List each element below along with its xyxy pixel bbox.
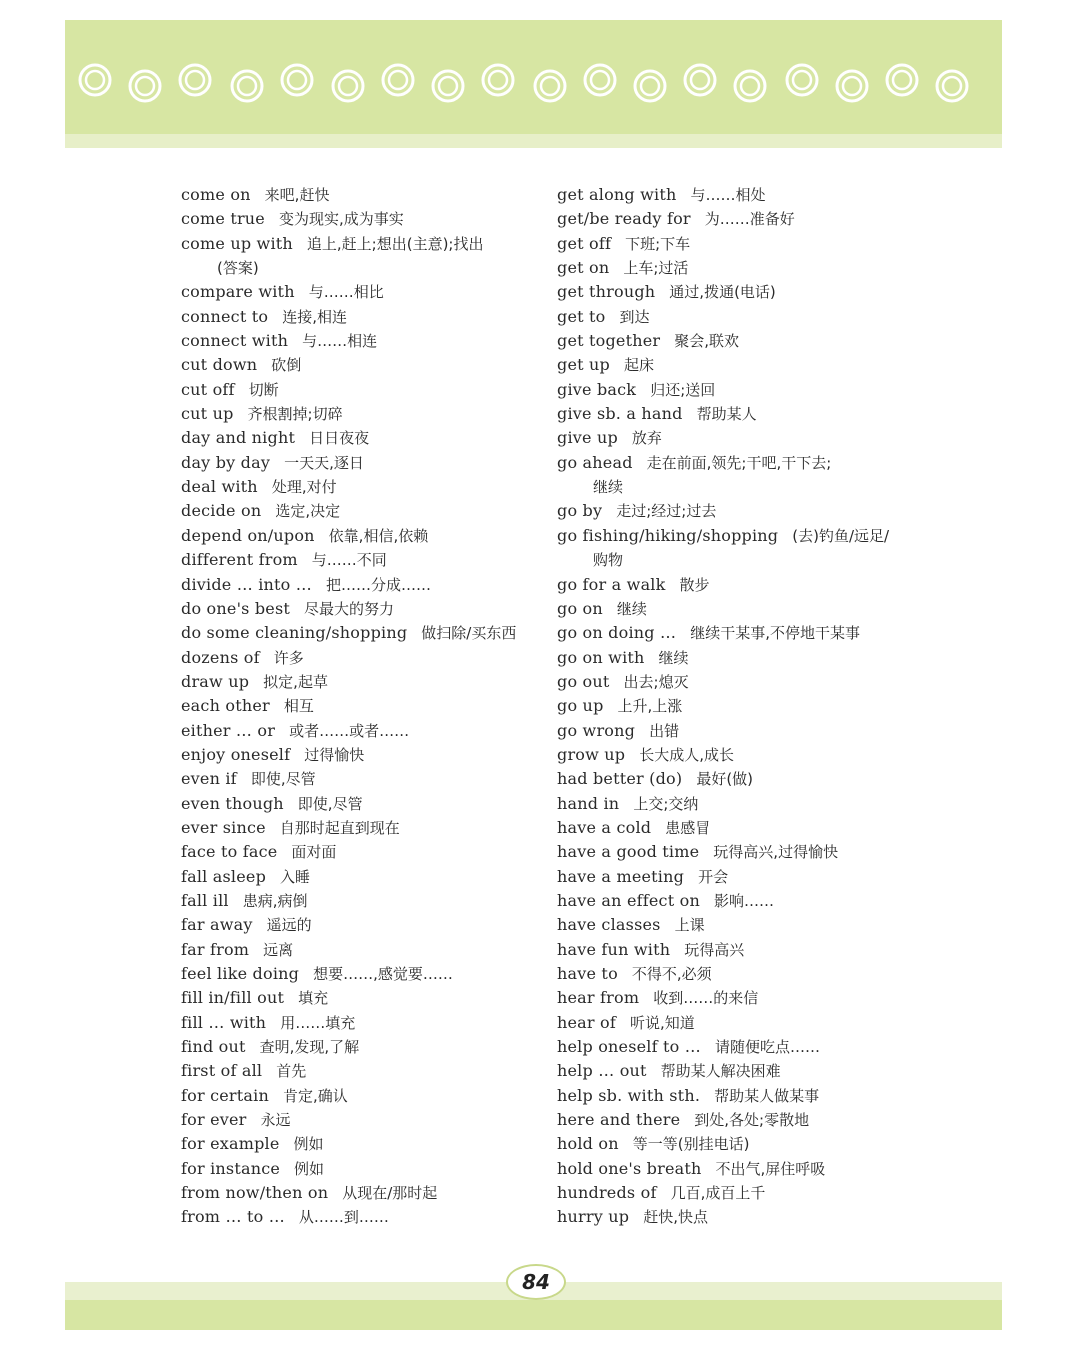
phrase-chinese: 下班;下车 [625, 234, 691, 253]
phrase-chinese: 帮助某人做某事 [714, 1086, 820, 1105]
phrase-chinese: 通过,拨通(电话) [669, 283, 776, 302]
phrase-english: fall ill [181, 890, 229, 910]
phrase-chinese: 自那时起直到现在 [279, 818, 400, 837]
phrase-entry [557, 1108, 917, 1132]
phrase-chinese: 上课 [674, 916, 705, 935]
phrase-chinese: 即使,尽管 [297, 794, 363, 813]
phrase-chinese: 选定,决定 [275, 502, 341, 521]
phrase-chinese: 面对面 [291, 843, 337, 862]
phrase-entry [557, 694, 917, 718]
phrase-english: have a good time [557, 842, 700, 862]
ring-decoration [843, 77, 861, 95]
phrase-english: have a cold [557, 817, 652, 837]
phrase-chinese: 不出气,屏住呼吸 [715, 1159, 826, 1178]
phrase-entry [181, 1157, 541, 1181]
phrase-english: ever since [181, 817, 266, 837]
phrase-english: draw up [181, 671, 250, 691]
phrase-chinese: (答案) [217, 259, 259, 278]
phrase-english: do some cleaning/shopping [181, 623, 408, 643]
phrase-english: have an effect on [557, 890, 700, 910]
phrase-chinese: 不得不,必须 [631, 965, 712, 983]
phrase-chinese: 影响…… [713, 891, 774, 910]
phrase-entry [181, 426, 541, 450]
phrase-chinese: 与……相连 [302, 332, 378, 351]
ring-decoration [339, 77, 357, 95]
ring-decoration [483, 65, 513, 95]
phrase-entry [557, 1035, 917, 1059]
phrase-chinese: 等一等(别挂电话) [632, 1135, 750, 1154]
phrase-english: get up [557, 355, 610, 375]
header-rings-decoration [65, 20, 1002, 148]
ring-decoration [837, 71, 867, 101]
phrase-english: depend on/upon [181, 525, 315, 545]
ring-decoration [186, 71, 204, 89]
phrase-chinese: 继续 [616, 599, 647, 618]
ring-decoration [787, 65, 817, 95]
phrase-english: get to [557, 306, 606, 326]
phrase-english: go wrong [557, 720, 636, 740]
phrase-entry [557, 1157, 917, 1181]
phrase-entry [181, 524, 541, 548]
phrase-chinese: 来吧,赶快 [264, 186, 330, 204]
phrase-english: compare with [181, 282, 295, 302]
phrase-entry [181, 1181, 541, 1205]
phrase-english: connect with [181, 331, 289, 351]
phrase-english: for example [181, 1134, 280, 1154]
phrase-entry [557, 889, 917, 913]
phrase-entry [557, 232, 917, 256]
phrase-english: far away [181, 915, 253, 935]
phrase-entry [557, 378, 917, 402]
phrase-english: had better (do) [557, 769, 683, 789]
phrase-chinese: 永远 [260, 1111, 291, 1130]
phrase-entry [557, 183, 917, 207]
ring-decoration [439, 77, 457, 95]
phrase-entry [557, 986, 917, 1010]
phrase-chinese: 切断 [248, 380, 279, 399]
phrase-english: hand in [557, 793, 620, 813]
phrase-entry [181, 402, 541, 426]
phrase-entry [181, 499, 541, 523]
phrase-english: grow up [557, 744, 626, 764]
phrase-entry [557, 621, 917, 645]
phrase-chinese: 填充 [298, 989, 329, 1008]
phrase-chinese: 许多 [273, 648, 304, 667]
phrase-chinese: 处理,对付 [271, 478, 337, 497]
phrase-chinese: 帮助某人解决困难 [660, 1062, 781, 1081]
phrase-entry [181, 1011, 541, 1035]
phrase-chinese: 相互 [283, 697, 314, 716]
phrase-entry [557, 353, 917, 377]
phrase-entry [557, 719, 917, 743]
phrase-chinese: 最好(做) [696, 770, 754, 789]
phrase-chinese: 继续干某事,不停地干某事 [690, 624, 860, 643]
phrase-english: fall asleep [181, 866, 267, 886]
phrase-chinese: 患感冒 [665, 818, 711, 837]
phrase-chinese: 做扫除/买东西 [421, 624, 517, 643]
phrase-chinese: 与……相处 [690, 186, 766, 204]
ring-decoration [641, 77, 659, 95]
phrase-entry [181, 1059, 541, 1083]
phrase-chinese: 变为现实,成为事实 [278, 210, 404, 229]
ring-decoration [238, 77, 256, 95]
phrase-chinese: 出错 [649, 721, 680, 740]
phrase-entry [557, 573, 917, 597]
phrase-entry [557, 1011, 917, 1035]
phrase-chinese: 例如 [294, 1159, 325, 1178]
phrase-english: fill … with [181, 1012, 267, 1032]
phrase-chinese: 请随便吃点…… [714, 1038, 820, 1057]
phrase-entry [557, 329, 917, 353]
phrase-entry [181, 1108, 541, 1132]
phrase-chinese: 继续 [593, 478, 624, 497]
phrase-entry [557, 646, 917, 670]
phrase-chinese: 长大成人,成长 [639, 745, 735, 764]
ring-decoration [383, 65, 413, 95]
phrase-english: hear from [557, 988, 640, 1008]
phrase-chinese: 首先 [276, 1062, 307, 1081]
phrase-continuation [181, 256, 541, 280]
phrase-chinese: 从现在/那时起 [342, 1184, 438, 1203]
phrase-entry [557, 962, 917, 986]
phrase-entry [181, 646, 541, 670]
ring-decoration [937, 71, 967, 101]
phrase-chinese: 拟定,起草 [263, 672, 328, 691]
phrase-entry [557, 402, 917, 426]
ring-decoration [735, 71, 765, 101]
ring-decoration [86, 71, 104, 89]
phrase-entry [557, 1084, 917, 1108]
phrase-entry [181, 889, 541, 913]
phrase-entry [181, 1035, 541, 1059]
phrase-chinese: 查明,发现,了解 [259, 1038, 360, 1057]
ring-decoration [433, 71, 463, 101]
phrase-chinese: 玩得高兴 [684, 940, 745, 959]
phrase-chinese: 患病,病倒 [242, 891, 308, 910]
ring-decoration [288, 71, 306, 89]
phrase-english: get off [557, 233, 612, 253]
ring-decoration [893, 71, 911, 89]
phrase-chinese: 上交;交纳 [633, 794, 699, 813]
left-phrase-column [181, 183, 541, 1230]
phrase-chinese: 走过;经过;过去 [616, 502, 717, 521]
phrase-chinese: 收到……的来信 [653, 989, 759, 1008]
phrase-chinese: 一天天,逐日 [284, 453, 364, 472]
phrase-chinese: 依靠,相信,依赖 [328, 526, 429, 545]
phrase-english: deal with [181, 477, 258, 497]
phrase-entry [181, 207, 541, 231]
phrase-entry [181, 305, 541, 329]
ring-decoration [691, 71, 709, 89]
phrase-chinese: 几百,成百上千 [670, 1184, 766, 1203]
ring-decoration [282, 65, 312, 95]
phrase-english: hurry up [557, 1207, 630, 1227]
phrase-english: from … to … [181, 1207, 285, 1227]
phrase-english: get along with [557, 185, 677, 204]
phrase-chinese: 肯定,确认 [282, 1086, 348, 1105]
ring-decoration [585, 65, 615, 95]
phrase-chinese: 即使,尽管 [250, 770, 316, 789]
phrase-english: do one's best [181, 598, 291, 618]
phrase-chinese: 遥远的 [266, 916, 312, 935]
phrase-english: go for a walk [557, 574, 666, 594]
phrase-english: come on [181, 185, 251, 204]
ring-decoration [333, 71, 363, 101]
phrase-chinese: 或者……或者…… [289, 721, 410, 740]
phrase-english: come true [181, 209, 265, 229]
phrase-chinese: 到达 [619, 307, 650, 326]
ring-decoration [541, 77, 559, 95]
phrase-entry [181, 962, 541, 986]
phrase-chinese: 开会 [698, 867, 729, 886]
phrase-entry [557, 597, 917, 621]
phrase-entry [557, 816, 917, 840]
phrase-entry [557, 207, 917, 231]
phrase-continuation [557, 548, 917, 572]
phrase-entry [557, 256, 917, 280]
phrase-english: for ever [181, 1110, 247, 1130]
phrase-english: go on [557, 598, 603, 618]
phrase-chinese: 远离 [263, 940, 294, 959]
phrase-chinese: 出去;熄灭 [623, 672, 689, 691]
phrase-english: face to face [181, 842, 278, 862]
phrase-english: hundreds of [557, 1183, 657, 1203]
phrase-entry [181, 670, 541, 694]
ring-decoration [591, 71, 609, 89]
phrase-entry [181, 378, 541, 402]
phrase-entry [557, 1059, 917, 1083]
phrase-entry [181, 816, 541, 840]
phrase-chinese: 追上,赶上;想出(主意);找出 [306, 234, 484, 253]
phrase-entry [557, 670, 917, 694]
phrase-english: hold on [557, 1134, 619, 1154]
phrase-entry [181, 986, 541, 1010]
phrase-chinese: 与……不同 [311, 551, 387, 570]
phrase-english: find out [181, 1037, 246, 1057]
phrase-entry [181, 865, 541, 889]
phrase-english: help oneself to … [557, 1037, 701, 1057]
phrase-entry [181, 767, 541, 791]
phrase-entry [557, 743, 917, 767]
phrase-chinese: 散步 [679, 575, 710, 594]
phrase-entry [181, 840, 541, 864]
phrase-chinese: 赶快,快点 [643, 1208, 708, 1227]
ring-decoration [685, 65, 715, 95]
phrase-entry [557, 1181, 917, 1205]
phrase-entry [181, 792, 541, 816]
ring-decoration [232, 71, 262, 101]
phrase-chinese: 与……相比 [308, 283, 384, 302]
phrase-entry [181, 1205, 541, 1229]
header-underline-strip [65, 134, 1002, 148]
page-number: 84 [506, 1264, 566, 1300]
phrase-english: feel like doing [181, 964, 300, 983]
ring-decoration [943, 77, 961, 95]
phrase-english: fill in/fill out [181, 988, 285, 1008]
phrase-chinese: 到处,各处;零散地 [694, 1111, 810, 1130]
phrase-english: far from [181, 939, 250, 959]
phrase-entry [557, 524, 917, 548]
header-decorative-band [65, 20, 1002, 148]
phrase-entry [181, 938, 541, 962]
phrase-english: different from [181, 550, 298, 570]
phrase-english: have to [557, 964, 618, 983]
phrase-chinese: 为……准备好 [704, 210, 795, 229]
phrase-english: go on doing … [557, 623, 677, 643]
phrase-entry [181, 694, 541, 718]
phrase-chinese: 玩得高兴,过得愉快 [713, 843, 839, 862]
phrase-english: have fun with [557, 939, 671, 959]
phrase-english: from now/then on [181, 1183, 329, 1203]
phrase-chinese: 聚会,联欢 [674, 332, 740, 351]
phrase-chinese: 砍倒 [271, 356, 302, 375]
phrase-chinese: 入睡 [280, 867, 311, 886]
phrase-chinese: 归还;送回 [650, 380, 716, 399]
phrase-entry [181, 548, 541, 572]
phrase-chinese: 上升,上涨 [617, 697, 683, 716]
phrase-english: day by day [181, 452, 271, 472]
phrase-chinese: 齐根割掉;切碎 [247, 405, 343, 424]
phrase-english: go fishing/hiking/shopping [557, 525, 779, 545]
phrase-entry [181, 280, 541, 304]
phrase-entry [557, 1205, 917, 1229]
phrase-english: day and night [181, 428, 296, 448]
phrase-entry [181, 621, 541, 645]
phrase-english: have a meeting [557, 866, 685, 886]
phrase-english: enjoy oneself [181, 744, 291, 764]
phrase-english: give back [557, 379, 637, 399]
phrase-entry [557, 305, 917, 329]
phrase-english: go by [557, 501, 603, 521]
right-phrase-column [557, 183, 917, 1230]
phrase-chinese: 购物 [593, 551, 624, 570]
phrase-continuation [557, 475, 917, 499]
ring-decoration [80, 65, 110, 95]
phrase-chinese: 放弃 [631, 429, 662, 448]
phrase-english: for certain [181, 1085, 269, 1105]
phrase-english: get together [557, 331, 661, 351]
phrase-english: cut off [181, 379, 235, 399]
phrase-chinese: 尽最大的努力 [304, 599, 395, 618]
phrase-entry [181, 573, 541, 597]
phrase-english: hear of [557, 1012, 617, 1032]
phrase-chinese: 过得愉快 [304, 745, 365, 764]
phrase-entry [181, 719, 541, 743]
phrase-entry [557, 913, 917, 937]
phrase-english: cut up [181, 404, 234, 424]
phrase-english: go on with [557, 647, 645, 667]
phrase-chinese: 继续 [658, 648, 689, 667]
phrase-english: go up [557, 696, 604, 716]
phrase-entry [557, 451, 917, 475]
phrase-english: connect to [181, 306, 269, 326]
phrase-chinese: 连接,相连 [282, 307, 347, 326]
ring-decoration [180, 65, 210, 95]
phrase-entry [557, 865, 917, 889]
phrase-entry [181, 913, 541, 937]
phrase-english: get/be ready for [557, 209, 691, 229]
phrase-english: get through [557, 282, 656, 302]
phrase-chinese: (去)钓鱼/远足/ [792, 526, 890, 545]
phrase-english: dozens of [181, 647, 260, 667]
phrase-chinese: 帮助某人 [696, 405, 757, 424]
phrase-english: come up with [181, 233, 293, 253]
phrase-english: divide … into … [181, 574, 312, 594]
phrase-english: even if [181, 769, 237, 789]
phrase-entry [557, 1132, 917, 1156]
phrase-entry [181, 1084, 541, 1108]
phrase-english: each other [181, 696, 270, 716]
phrase-english: hold one's breath [557, 1158, 702, 1178]
phrase-english: help sb. with sth. [557, 1085, 701, 1105]
ring-decoration [887, 65, 917, 95]
phrase-entry [557, 938, 917, 962]
phrase-entry [557, 840, 917, 864]
phrase-english: give sb. a hand [557, 404, 683, 424]
ring-decoration [793, 71, 811, 89]
phrase-english: first of all [181, 1061, 263, 1081]
phrase-entry [557, 767, 917, 791]
ring-decoration [136, 77, 154, 95]
phrase-english: give up [557, 428, 618, 448]
phrase-english: cut down [181, 355, 258, 375]
phrase-chinese: 听说,知道 [630, 1013, 695, 1032]
phrase-chinese: 例如 [293, 1135, 324, 1154]
phrase-chinese: 走在前面,领先;干吧,干下去; [646, 453, 832, 472]
phrase-english: go ahead [557, 452, 633, 472]
phrase-chinese: 日日夜夜 [309, 429, 370, 448]
ring-decoration [635, 71, 665, 101]
phrase-entry [557, 499, 917, 523]
phrase-chinese: 上车;过活 [623, 259, 689, 278]
phrase-english: decide on [181, 501, 262, 521]
phrase-entry [557, 792, 917, 816]
phrase-entry [181, 329, 541, 353]
phrase-entry [181, 743, 541, 767]
phrase-chinese: 从……到…… [298, 1208, 389, 1227]
phrase-english: here and there [557, 1110, 681, 1130]
ring-decoration [389, 71, 407, 89]
ring-decoration [535, 71, 565, 101]
phrase-chinese: 用……填充 [280, 1013, 356, 1032]
phrase-entry [181, 183, 541, 207]
phrase-entry [181, 597, 541, 621]
phrase-entry [557, 280, 917, 304]
phrase-chinese: 把……分成…… [325, 575, 431, 594]
phrase-entry [181, 353, 541, 377]
phrase-chinese: 起床 [623, 356, 654, 375]
phrase-chinese: 想要……,感觉要…… [313, 965, 453, 983]
phrase-entry [181, 451, 541, 475]
phrase-english: go out [557, 671, 610, 691]
phrase-entry [181, 232, 541, 256]
phrase-english: either … or [181, 720, 276, 740]
phrase-english: even though [181, 793, 284, 813]
phrase-entry [181, 475, 541, 499]
phrase-entry [557, 426, 917, 450]
ring-decoration [741, 77, 759, 95]
ring-decoration [130, 71, 160, 101]
phrase-english: get on [557, 258, 610, 278]
phrase-english: help … out [557, 1061, 647, 1081]
phrase-english: for instance [181, 1158, 281, 1178]
phrase-english: have classes [557, 915, 661, 935]
phrase-entry [181, 1132, 541, 1156]
ring-decoration [489, 71, 507, 89]
